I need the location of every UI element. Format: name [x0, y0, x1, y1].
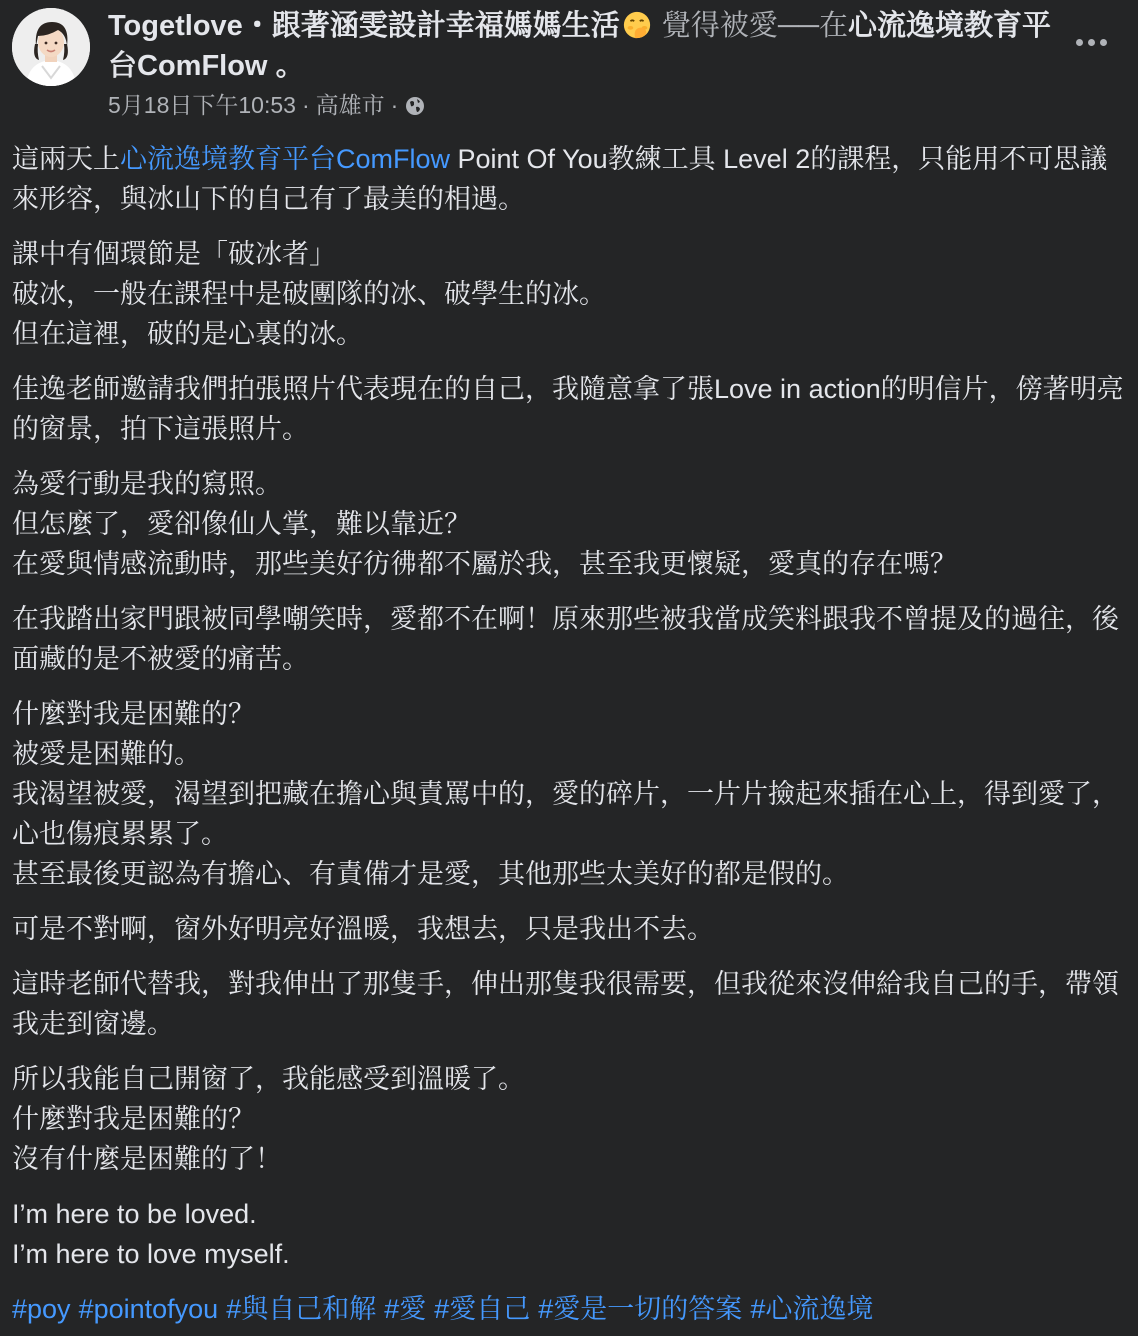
post-header: [0, 0, 1138, 120]
text-line: 什麼對我是困難的？: [12, 699, 255, 729]
author-avatar[interactable]: [12, 8, 90, 86]
avatar-image: [12, 8, 90, 86]
text-line: 但在這裡，破的是心裏的冰。: [12, 319, 363, 349]
globe-icon[interactable]: [404, 95, 426, 117]
more-dot: [1100, 39, 1107, 46]
paragraph-9: [12, 1059, 1132, 1179]
title-end: 。: [275, 50, 305, 82]
text-line: 佳逸老師邀請我們拍張照片代表現在的自己，我隨意拿了張Love in action的明信片，傍著明亮的窗景，拍下這張照片。: [12, 374, 1124, 444]
text-line: 沒有什麼是困難的了！: [12, 1144, 282, 1174]
hashtag-list: [12, 1289, 1132, 1329]
hashtag-link[interactable]: #與自己和解: [226, 1294, 377, 1324]
text-line: I’m here to love myself.: [12, 1239, 290, 1269]
more-dot: [1088, 39, 1095, 46]
more-options-button[interactable]: [1066, 22, 1116, 62]
hashtag-link[interactable]: #心流逸境: [750, 1294, 874, 1324]
text-line: 甚至最後更認為有擔心、有責備才是愛，其他那些太美好的都是假的。: [12, 859, 849, 889]
comflow-mention-link[interactable]: 心流逸境教育平台ComFlow: [120, 144, 451, 174]
meta-separator: ·: [301, 92, 310, 118]
text-line: 在愛與情感流動時，那些美好彷彿都不屬於我，甚至我更懷疑，愛真的存在嗎？: [12, 549, 957, 579]
hashtag-link[interactable]: #poy: [12, 1294, 71, 1324]
text-line: 被愛是困難的。: [12, 739, 201, 769]
hashtag-link[interactable]: #pointofyou: [78, 1294, 219, 1324]
p1-suffix: Point Of You教練工具 Level 2的課程，只能用不可思議來形容，與冰山下的自己有了最美的相遇。: [12, 144, 1108, 214]
text-line: 這時老師代替我，對我伸出了那隻手，伸出那隻我很需要，但我從來沒伸給我自己的手，帶領我走到窗邊。: [12, 969, 1119, 1039]
paragraph-2: [12, 234, 1132, 354]
text-line: 破冰，一般在課程中是破團隊的冰、破學生的冰。: [12, 279, 606, 309]
meta-separator: ·: [390, 92, 399, 118]
post-body: [12, 139, 1132, 1336]
post-timestamp-link[interactable]: 5月18日下午10:53: [108, 92, 296, 118]
post-meta: [108, 90, 426, 120]
feeling-text: 覺得被愛──在: [661, 10, 848, 42]
paragraph-5: [12, 599, 1132, 679]
text-line: 所以我能自己開窗了，我能感受到溫暖了。: [12, 1064, 525, 1094]
paragraph-3: [12, 369, 1132, 449]
hashtag-link[interactable]: #愛是一切的答案: [538, 1294, 743, 1324]
more-options-icon: [1076, 39, 1083, 46]
text-line: 為愛行動是我的寫照。: [12, 469, 282, 499]
paragraph-6: [12, 694, 1132, 894]
text-line: 在我踏出家門跟被同學嘲笑時，愛都不在啊！原來那些被我當成笑料跟我不曾提及的過往，後面藏的是不被愛的痛苦。: [12, 604, 1119, 674]
text-line: 課中有個環節是「破冰者」: [12, 239, 336, 269]
paragraph-8: [12, 964, 1132, 1044]
text-line: 但怎麼了，愛卻像仙人掌，難以靠近？: [12, 509, 471, 539]
paragraph-1: [12, 139, 1132, 219]
hashtag-link[interactable]: #愛: [384, 1294, 427, 1324]
text-line: 什麼對我是困難的？: [12, 1104, 255, 1134]
paragraph-4: [12, 464, 1132, 584]
p1-prefix: 這兩天上: [12, 144, 120, 174]
text-line: 我渴望被愛，渴望到把藏在擔心與責罵中的，愛的碎片，一片片撿起來插在心上，得到愛了，心也傷痕累累了。: [12, 779, 1119, 849]
location-page-link[interactable]: 心流逸境教育平台ComFlow: [108, 10, 1051, 82]
hashtag-link[interactable]: #愛自己: [434, 1294, 531, 1324]
post-title: [108, 6, 1058, 86]
face-with-hand-over-mouth-emoji: [622, 10, 652, 40]
post-place-link[interactable]: 高雄市: [315, 92, 385, 118]
paragraph-7: [12, 909, 1132, 949]
paragraph-10: [12, 1194, 1132, 1274]
text-line: 可是不對啊，窗外好明亮好溫暖，我想去，只是我出不去。: [12, 914, 714, 944]
text-line: I’m here to be loved.: [12, 1199, 257, 1229]
author-name-link[interactable]: Togetlove・跟著涵雯設計幸福媽媽生活: [108, 10, 620, 42]
